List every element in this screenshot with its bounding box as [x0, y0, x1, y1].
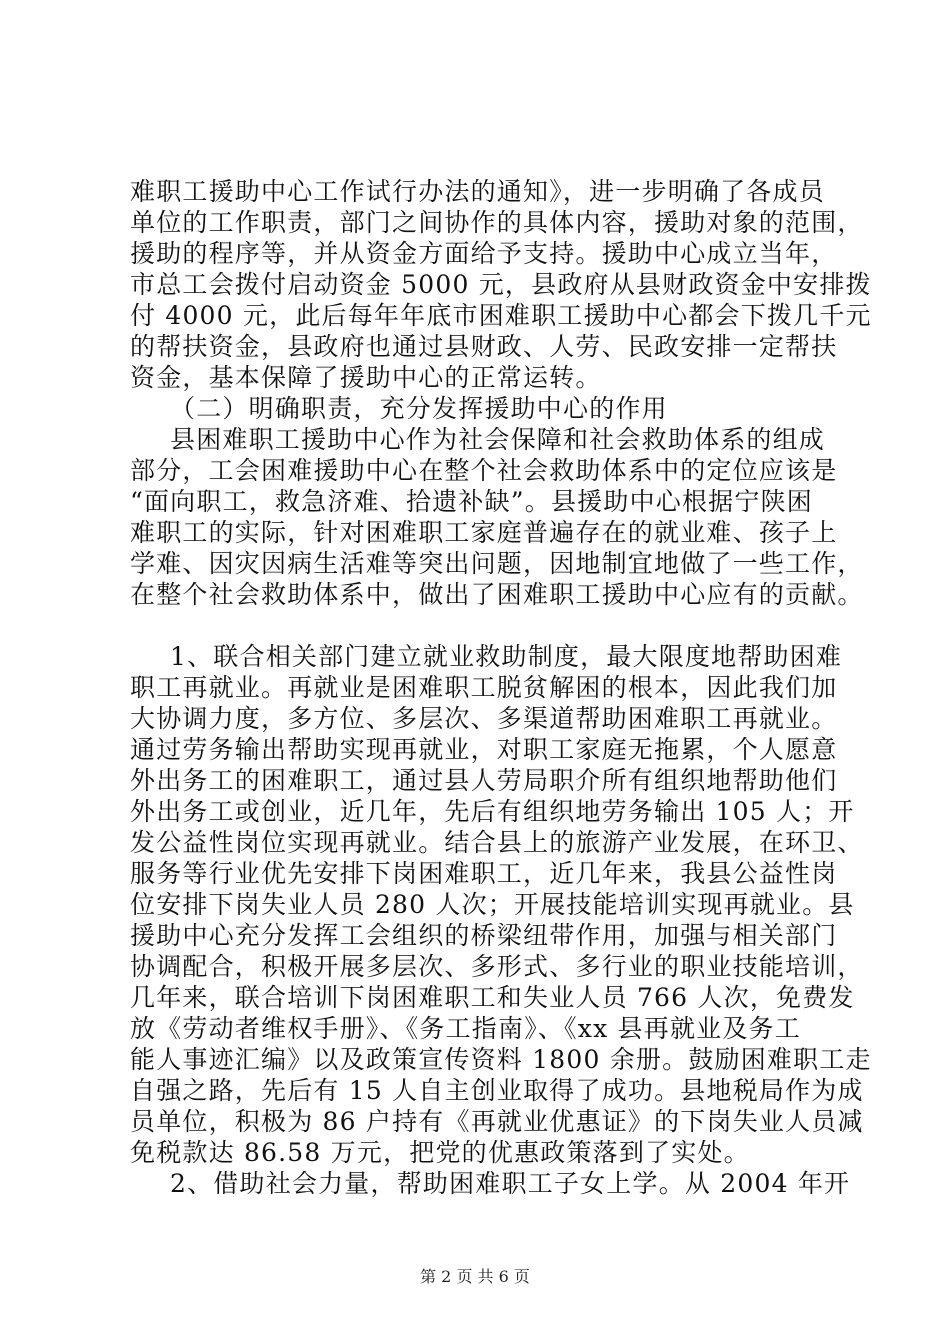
text-line: 大协调力度，多方位、多层次、多渠道帮助困难职工再就业。 [130, 704, 838, 733]
text-line: 难职工援助中心工作试行办法的通知》，进一步明确了各成员 [130, 177, 825, 206]
text-line: 难职工的实际，针对困难职工家庭普遍存在的就业难、孩子上 [130, 518, 838, 547]
text-line: 几年来，联合培训下岗困难职工和失业人员 766 人次，免费发 [130, 983, 855, 1012]
text-line: 的帮扶资金，县政府也通过县财政、人劳、民政安排一定帮扶 [130, 332, 838, 361]
text-line: “面向职工，救急济难、拾遗补缺”。县援助中心根据宁陕困 [130, 487, 813, 516]
text-line: 免税款达 86.58 万元，把党的优惠政策落到了实处。 [130, 1138, 750, 1167]
text-line: 1、联合相关部门建立就业救助制度，最大限度地帮助困难 [170, 642, 843, 671]
text-line: 职工再就业。再就业是困难职工脱贫解困的根本，因此我们加 [130, 673, 838, 702]
text-line: 单位的工作职责，部门之间协作的具体内容，援助对象的范围， [130, 208, 864, 237]
paragraph-education-assistance [130, 1168, 850, 1199]
text-line: 外出务工的困难职工，通过县人劳局职介所有组织地帮助他们 [130, 766, 838, 795]
heading-text: （二）明确职责，充分发挥援助中心的作用 [170, 394, 668, 423]
text-line: 市总工会拨付启动资金 5000 元，县政府从县财政资金中安排拨 [130, 270, 872, 299]
text-line: 学难、因灾因病生活难等突出问题，因地制宜地做了一些工作， [130, 549, 864, 578]
section-heading [130, 393, 850, 424]
text-line: 外出务工或创业，近几年，先后有组织地劳务输出 105 人；开 [130, 797, 855, 826]
text-line: 放《劳动者维权手册》、《务工指南》、《xx 县再就业及务工 [130, 1014, 801, 1043]
text-line: 部分，工会困难援助中心在整个社会救助体系中的定位应该是 [130, 456, 838, 485]
text-line: 能人事迹汇编》以及政策宣传资料 1800 余册。鼓励困难职工走 [130, 1045, 872, 1074]
document-body [130, 176, 872, 1199]
text-line: 位安排下岗失业人员 280 人次；开展技能培训实现再就业。县 [130, 890, 855, 919]
text-line: 资金，基本保障了援助中心的正常运转。 [130, 363, 602, 392]
text-line: 通过劳务输出帮助实现再就业，对职工家庭无拖累，个人愿意 [130, 735, 838, 764]
text-line: 服务等行业优先安排下岗困难职工，近几年来，我县公益性岗 [130, 859, 838, 888]
page-number-footer: 第 2 页 共 6 页 [420, 1267, 530, 1286]
text-line: 付 4000 元，此后每年年底市困难职工援助中心都会下拨几千元 [130, 301, 872, 330]
text-line: 援助中心充分发挥工会组织的桥梁纽带作用，加强与相关部门 [130, 921, 838, 950]
text-line: 县困难职工援助中心作为社会保障和社会救助体系的组成 [170, 425, 826, 454]
text-line: 发公益性岗位实现再就业。结合县上的旅游产业发展，在环卫、 [130, 828, 864, 857]
text-line: 员单位，积极为 86 户持有《再就业优惠证》的下岗失业人员减 [130, 1107, 864, 1136]
text-line: 2、借助社会力量，帮助困难职工子女上学。从 2004 年开 [170, 1169, 851, 1198]
paragraph-employment-assistance [130, 641, 872, 1168]
text-line: 自强之路，先后有 15 人自主创业取得了成功。县地税局作为成 [130, 1076, 864, 1105]
paragraph-assistance-funding [130, 176, 872, 393]
text-line: 援助的程序等，并从资金方面给予支持。援助中心成立当年， [130, 239, 838, 268]
paragraph-center-role [130, 424, 864, 610]
text-line: 协调配合，积极开展多层次、多形式、多行业的职业技能培训， [130, 952, 864, 981]
text-line: 在整个社会救助体系中，做出了困难职工援助中心应有的贡献。 [130, 580, 864, 609]
